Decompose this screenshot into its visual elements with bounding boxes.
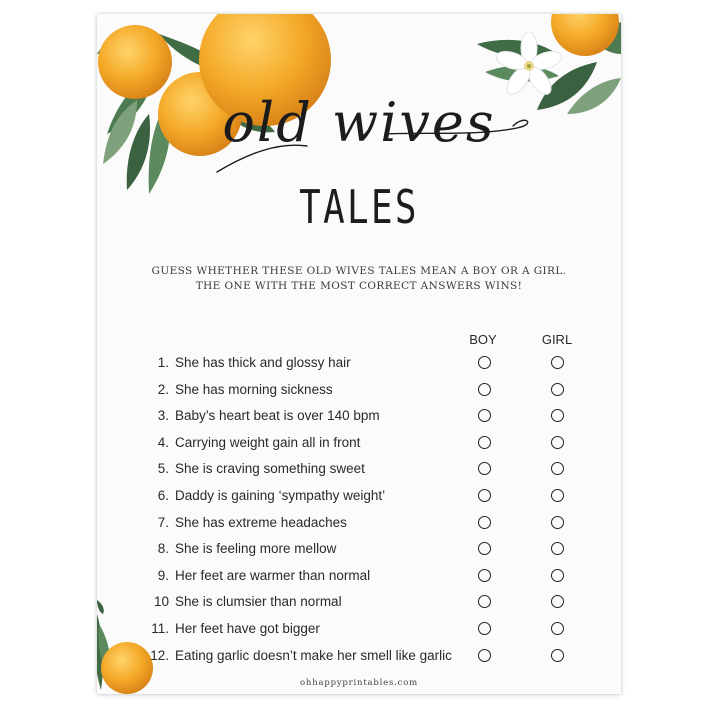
tale-text: She has thick and glossy hair (175, 355, 351, 370)
tale-row (97, 430, 621, 457)
boy-radio-button[interactable] (478, 462, 491, 475)
tale-text: Baby’s heart beat is over 140 bpm (175, 408, 380, 424)
tale-text: She has extreme headaches (175, 514, 347, 530)
tale-text: Carrying weight gain all in front (175, 434, 361, 450)
tales-list (97, 350, 621, 669)
tale-row (97, 403, 621, 430)
tale-number: 11. (151, 620, 169, 636)
tale-number: 10 (153, 594, 169, 610)
tale-number: 5. (157, 461, 169, 477)
tale-text: She is craving something sweet (175, 461, 365, 477)
printable-sheet (97, 14, 621, 694)
tale-row (97, 536, 621, 563)
boy-radio-button[interactable] (478, 595, 491, 608)
tale-row (97, 483, 621, 510)
boy-radio-button[interactable] (478, 436, 491, 449)
tale-text: Her feet are warmer than normal (175, 567, 371, 583)
tale-row (97, 589, 621, 616)
instructions-line-2: THE ONE WITH THE MOST CORRECT ANSWERS WINS! (195, 280, 523, 292)
tale-number: 9. (157, 567, 169, 583)
girl-radio-button[interactable] (551, 356, 564, 369)
boy-radio-button[interactable] (478, 622, 491, 635)
tale-text: Eating garlic doesn’t make her smell like garlic (175, 647, 452, 663)
orange-fruit (98, 25, 172, 99)
girl-radio-button[interactable] (551, 569, 564, 582)
boy-radio-button[interactable] (478, 356, 491, 369)
tale-number: 12. (150, 647, 169, 663)
tale-number: 1. (157, 355, 169, 370)
tale-row (97, 510, 621, 537)
tale-text: She is feeling more mellow (175, 541, 337, 557)
tale-number: 2. (157, 381, 169, 397)
girl-radio-button[interactable] (551, 489, 564, 502)
tale-row (97, 456, 621, 483)
boy-radio-button[interactable] (478, 569, 491, 582)
footer-website-credit: ohhappyprintables.com (300, 678, 418, 688)
girl-radio-button[interactable] (551, 622, 564, 635)
title-tales: TALES (299, 180, 419, 234)
girl-radio-button[interactable] (551, 462, 564, 475)
girl-radio-button[interactable] (551, 516, 564, 529)
boy-radio-button[interactable] (478, 516, 491, 529)
girl-radio-button[interactable] (551, 436, 564, 449)
girl-radio-button[interactable] (551, 595, 564, 608)
girl-radio-button[interactable] (551, 649, 564, 662)
tale-row (97, 377, 621, 404)
tale-row (97, 563, 621, 590)
tale-text: Her feet have got bigger (175, 620, 320, 636)
tale-row (97, 350, 621, 377)
tale-text: She has morning sickness (175, 381, 333, 397)
tale-number: 4. (157, 434, 169, 450)
tale-row (97, 616, 621, 643)
tale-number: 8. (157, 541, 169, 557)
tale-number: 6. (157, 487, 169, 503)
column-header-boy: BOY (469, 332, 497, 347)
girl-radio-button[interactable] (551, 383, 564, 396)
instructions-line-1: GUESS WHETHER THESE OLD WIVES TALES MEAN A BOY OR A GIRL. (151, 265, 567, 277)
boy-radio-button[interactable] (478, 489, 491, 502)
tale-number: 3. (157, 408, 169, 424)
boy-radio-button[interactable] (478, 649, 491, 662)
girl-radio-button[interactable] (551, 542, 564, 555)
boy-radio-button[interactable] (478, 383, 491, 396)
boy-radio-button[interactable] (478, 542, 491, 555)
boy-radio-button[interactable] (478, 409, 491, 422)
tale-row (97, 643, 621, 670)
title-script-old-wives: old wives (222, 91, 496, 154)
tale-number: 7. (157, 514, 169, 530)
tale-text: Daddy is gaining ‘sympathy weight’ (175, 487, 386, 503)
game-instructions (97, 264, 621, 294)
column-header-girl: GIRL (541, 332, 573, 347)
tale-text: She is clumsier than normal (175, 594, 342, 610)
girl-radio-button[interactable] (551, 409, 564, 422)
